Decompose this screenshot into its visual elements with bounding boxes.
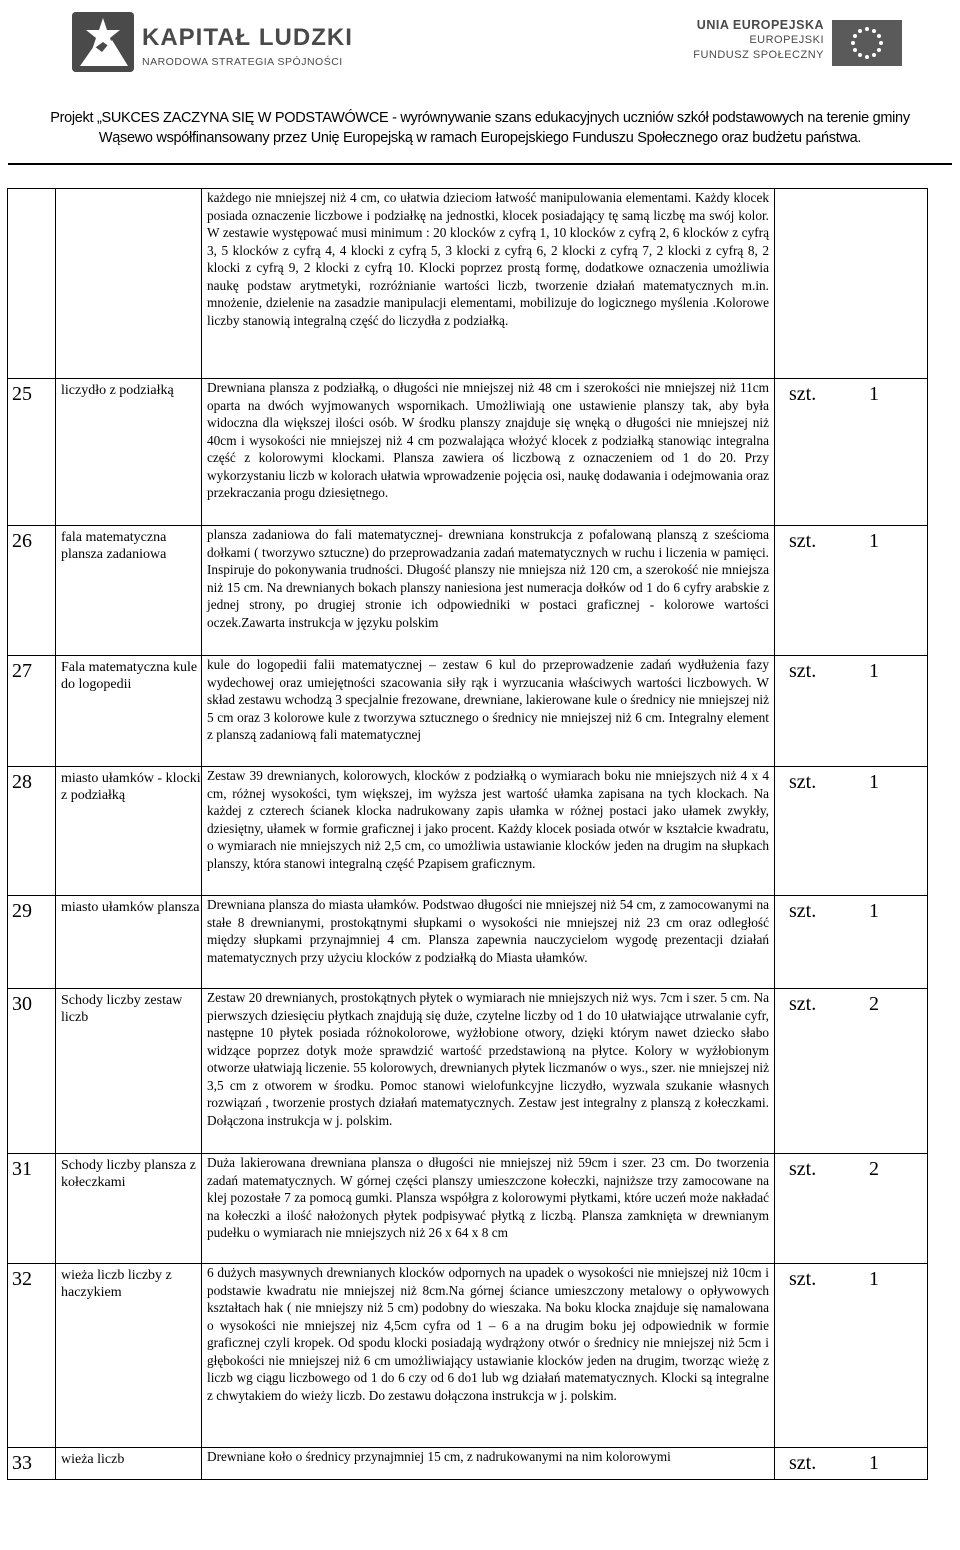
item-name: fala matematyczna plansza zadaniowa — [56, 526, 202, 656]
item-qty: 1 — [869, 1268, 879, 1290]
item-unit: szt. — [789, 1268, 817, 1290]
item-description: kule do logopedii falii matematycznej – zestaw 6 kul do przeprowadzenie zadań wydłużenia fazy wydechowej oraz umiejętności szacowania siły rąk i wyrzucania właściwych wartości liczbowych. W skład zestawu wchodzą 3 specjalnie frezowane, drewniane, lakierowane kule o średnicy nie mniejszej niż 5 cm oraz 3 kolorowe kule z tworzywa sztucznego o średnicy nie mniejszej niż 6 cm. Integralny element z planszą zadaniową fali matematycznej — [202, 656, 775, 767]
item-unit: szt. — [789, 900, 817, 922]
table-row — [8, 1264, 928, 1448]
item-unit: szt. — [789, 383, 817, 405]
item-quantity — [775, 526, 928, 656]
item-unit: szt. — [789, 530, 817, 552]
item-description: Drewniana plansza z podziałką, o długości nie mniejszej niż 48 cm i szerokości nie mniejszej niż 11cm oparta na dwóch wyjmowanych wspornikach. Umożliwiają one ustawienie planszy tak, aby była widoczna dla większej ilości osób. W środku planszy znajduje się wnęką o długości nie mniejszej niż 40cm i wysokości nie mniejszej niż 4 cm pozwalająca włożyć klocek z podziałką stanowiąc integralna część z kolorowymi klockami. Plansza zawiera oś liczbową z oznaczeniem od 1 do 20. Przy wykorzystaniu liczb w kolorach ułatwia wprowadzenie pojęcia osi, naukę dodawania i odejmowania oraz przekraczania progu dziesiętnego. — [202, 379, 775, 526]
item-quantity — [775, 1264, 928, 1448]
item-name: Schody liczby plansza z kołeczkami — [56, 1154, 202, 1264]
table-row — [8, 989, 928, 1154]
item-number: 32 — [8, 1264, 56, 1448]
kapital-ludzki-mark-icon — [72, 12, 134, 72]
item-name: miasto ułamków - klocki z podziałką — [56, 767, 202, 896]
item-qty: 1 — [869, 771, 879, 793]
item-unit: szt. — [789, 660, 817, 682]
item-description: Drewniane koło o średnicy przynajmniej 15 cm, z nadrukowanymi na nim kolorowymi — [202, 1448, 775, 1480]
item-unit: szt. — [789, 993, 817, 1015]
item-unit: szt. — [789, 771, 817, 793]
item-quantity — [775, 989, 928, 1154]
eu-logo-line3: FUNDUSZ SPOŁECZNY — [693, 49, 824, 61]
item-qty: 1 — [869, 900, 879, 922]
table-row — [8, 896, 928, 989]
item-name: Schody liczby zestaw liczb — [56, 989, 202, 1154]
item-quantity — [775, 1154, 928, 1264]
item-unit: szt. — [789, 1452, 817, 1474]
kapital-ludzki-title: KAPITAŁ LUDZKI — [142, 24, 353, 51]
item-number — [8, 189, 56, 379]
items-table — [7, 188, 928, 1480]
item-number: 26 — [8, 526, 56, 656]
item-number: 27 — [8, 656, 56, 767]
item-description: Zestaw 20 drewnianych, prostokątnych płytek o wymiarach nie mniejszych niż wys. 7cm i szer. 5 cm. Na pierwszych dziesięciu płytkach znajdują się duże, czytelne liczby od 1 do 10 ułatwiające utrwalanie cyfr, następne 10 płytek posiada różnokolorowe, wyżłobione otwory, dzięki którym nawet dziecko słabo widzące poprzez dotyk może sprawdzić wartość przedstawioną na płytce. Kolory w wyżłobionym otworze ułatwiają liczenie. 55 kolorowych, drewnianych płytek liczmanów o wys., szer. nie mniejszej niż 3,5 cm z otworem w środku. Pomoc stanowi wielofunkcyjne liczydło, wyzwala szukanie własnych rozwiązań , tworzenie prostych działań matematycznych. Zestaw jest integralny z planszą z kołeczkami. Dołączona instrukcja w j. polskim. — [202, 989, 775, 1154]
item-qty: 1 — [869, 1452, 879, 1474]
item-quantity — [775, 656, 928, 767]
item-description: 6 dużych masywnych drewnianych klocków odpornych na upadek o wysokości nie mniejszej niż 10cm i podstawie kwadratu nie mniejszej niż 8cm.Na górnej ściance umieszczony metalowy o opływowych kształtach hak ( nie mniejszy niż 5 cm) podobny do wieszaka. Na boku klocka znajduje się namalowana o wysokości nie mniejszej niz 4,5cm cyfra od 1 – 6 a na drugim boku jej odpowiednik w formie graficznej czyli kropek. Od spodu klocki posiadają wydrążony otwór o średnicy nie mniejszej niż 5cm i głębokości nie mniejszej niż 6 cm umożliwiający ustawianie klocków jeden na drugim, tworząc wieżę z liczb wg ciągu liczbowego od 1 do 6 czy od 6 do1 lub wg działań matematycznych. Klocki są integralne z chwytakiem do wieży liczb. Do zestawu dołączona instrukcja w j. polskim. — [202, 1264, 775, 1448]
item-quantity — [775, 896, 928, 989]
item-number: 30 — [8, 989, 56, 1154]
item-quantity — [775, 1448, 928, 1480]
project-line-2: Wąsewo współfinansowany przez Unię Europejską w ramach Europejskiego Funduszu Społecznego oraz budżetu państwa. — [98, 130, 862, 146]
item-qty: 1 — [869, 660, 879, 682]
item-description: Drewniana plansza do miasta ułamków. Podstwao długości nie mniejszej niż 54 cm, z zamocowanymi na stałe 8 drewnianymi, prostokątnymi słupkami o wysokości nie mniejszej niż 23 cm oraz odległość między słupkami przynajmniej 4 cm. Plansza zapewnia nauczycielom wygodę prezentacji działań matematycznych przy użyciu klocków z podziałką do Miasta ułamków. — [202, 896, 775, 989]
eu-logo — [672, 18, 902, 68]
item-qty: 1 — [869, 530, 879, 552]
item-number: 29 — [8, 896, 56, 989]
item-number: 33 — [8, 1448, 56, 1480]
item-name: wieża liczb liczby z haczykiem — [56, 1264, 202, 1448]
item-description: Duża lakierowana drewniana plansza o długości nie mniejszej niż 59cm i szer. 23 cm. Do tworzenia zadań matematycznych. W górnej części planszy umieszczone kołeczki, najniższe trzy zamocowane na klej pozostałe 7 za pomocą gumki. Plansza współgra z kolorowymi płytkami, które uczeń może nakładać na kołeczki a ilość nałożonych płytek podpisywać płytką z liczbą. Plansza zamknięta w drewnianym pudełku o wymiarach nie mniejszych niż 26 x 64 x 8 cm — [202, 1154, 775, 1264]
item-description: plansza zadaniowa do fali matematycznej- drewniana konstrukcja z pofalowaną planszą z sześcioma dołkami ( tworzywo sztuczne) do przeprowadzania zadań matematycznych w ruchu i liczenia w pamięci. Inspiruje do pokonywania trudności. Długość planszy nie mniejsza niż 120 cm, a szerokość nie mniejsza niż 15 cm. Na drewnianych bokach planszy naniesiona jest numeracja dołków od 1 do 6 cyfry arabskie z jednej strony, po drugiej stronie ich odpowiedniki w postaci graficznej - kolorowe wartości oczek.Zawarta instrukcja w języku polskim — [202, 526, 775, 656]
table-row — [8, 526, 928, 656]
item-name: liczydło z podziałką — [56, 379, 202, 526]
item-name: miasto ułamków plansza — [56, 896, 202, 989]
item-number: 25 — [8, 379, 56, 526]
table-row — [8, 379, 928, 526]
eu-flag-icon — [832, 20, 902, 66]
item-quantity — [775, 189, 928, 379]
item-qty: 1 — [869, 383, 879, 405]
kapital-ludzki-subtitle: NARODOWA STRATEGIA SPÓJNOŚCI — [142, 56, 343, 68]
table-row — [8, 1448, 928, 1480]
page-header — [0, 0, 960, 160]
item-name — [56, 189, 202, 379]
item-number: 31 — [8, 1154, 56, 1264]
eu-logo-line2: EUROPEJSKI — [749, 34, 824, 46]
table-row — [8, 656, 928, 767]
item-qty: 2 — [869, 1158, 879, 1180]
table-row — [8, 767, 928, 896]
item-unit: szt. — [789, 1158, 817, 1180]
table-row — [8, 1154, 928, 1264]
item-number: 28 — [8, 767, 56, 896]
item-name: Fala matematyczna kule do logopedii — [56, 656, 202, 767]
table-row — [8, 189, 928, 379]
item-description: Zestaw 39 drewnianych, kolorowych, klocków z podziałką o wymiarach boku nie mniejszych niż 4 x 4 cm, różnej wysokości, tym większej, im wyższa jest wartość ułamka zapisana na tych klockach. Na każdej z czterech ścianek klocka nadrukowany zapis ułamka w różnej postaci jako ułamek zwykły, dziesiętny, ułamek w formie graficznej i jako procent. Każdy klocek posiada otwór w kształcie kwadratu, o wymiarach nie mniejszych niż 2,5 cm, co umożliwia ustawianie klocków jeden na drugim na słupkach planszy, która stanowi integralną część Pzapisem graficznym. — [202, 767, 775, 896]
header-divider — [8, 163, 952, 165]
item-qty: 2 — [869, 993, 879, 1015]
item-quantity — [775, 767, 928, 896]
eu-logo-line1: UNIA EUROPEJSKA — [696, 18, 824, 32]
item-description: każdego nie mniejszej niż 4 cm, co ułatwia dzieciom łatwość manipulowania elementami. Każdy klocek posiada oznaczenie liczbowe i podziałkę na jednostki, klocek posiadający tę samą liczbę ma swój kolor. W zestawie występować musi minimum : 20 klocków z cyfrą 1, 10 klocków z cyfrą 2, 6 klocków z cyfrą 3, 5 klocków z cyfrą 4, 4 klocki z cyfrą 5, 3 klocki z cyfrą 6, 2 klocki z cyfrą 7, 2 klocki z cyfrą 8, 2 klocki z cyfrą 9, 2 klocki z cyfrą 10. Klocki poprzez prostą formę, dodatkowe oznaczenia umożliwia naukę podstaw arytmetyki, rozróżnianie wartości liczb, tworzenie działań matematycznych m.in. mnożenie, dzielenie na zasadzie manipulacji elementami, mobilizuje do logicznego myślenia .Kolorowe liczby stanowią integralną część do liczydła z podziałką. — [202, 189, 775, 379]
eu-logo-text — [693, 18, 824, 63]
item-name: wieża liczb — [56, 1448, 202, 1480]
project-line-1: Projekt „SUKCES ZACZYNA SIĘ W PODSTAWÓWCE - wyrównywanie szans edukacyjnych uczniów szkół podstawowych na terenie gminy — [50, 110, 910, 126]
kapital-ludzki-logo — [72, 12, 353, 72]
item-quantity — [775, 379, 928, 526]
